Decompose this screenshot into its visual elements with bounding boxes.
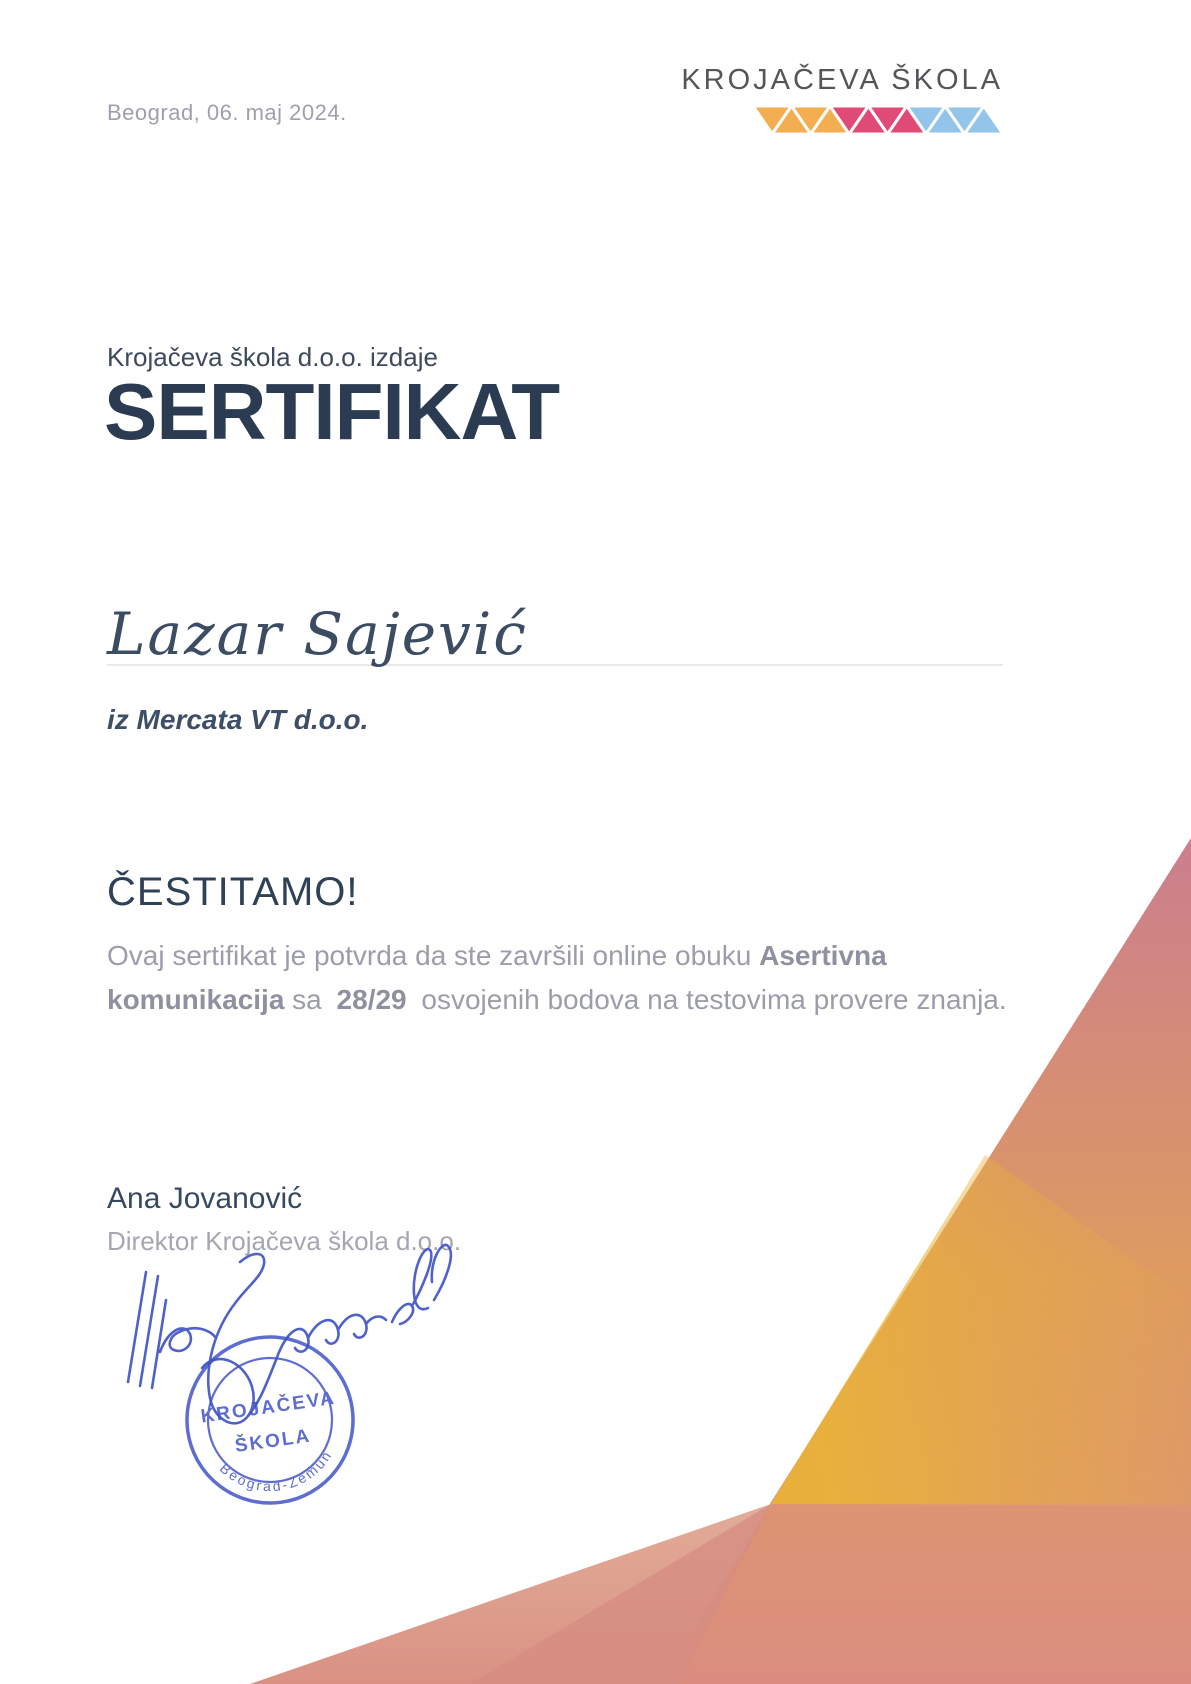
body-part1: Ovaj sertifikat je potvrda da ste završili online obuku xyxy=(107,940,760,971)
body-part3: osvojenih bodova na testovima provere znanja. xyxy=(413,983,1007,1015)
certificate-title: SERTIFIKAT xyxy=(104,367,560,456)
congrats-heading: ČESTITAMO! xyxy=(107,870,359,914)
stamp-arc-text: Beograd-Zemun xyxy=(216,1446,336,1495)
signer-name: Ana Jovanović xyxy=(107,1182,303,1215)
recipient-company: iz Mercata VT d.o.o. xyxy=(107,704,369,735)
body-part2: sa xyxy=(284,983,330,1015)
stamp-text-line2: ŠKOLA xyxy=(233,1425,313,1458)
logo-text: KROJAČEVA ŠKOLA xyxy=(681,64,1003,96)
recipient-name: Lazar Sajević xyxy=(107,600,528,668)
certificate-body xyxy=(107,934,1017,1022)
stamp-text-line1: KROJAČEVA xyxy=(199,1387,338,1428)
course-name: Asertivna komunikacija xyxy=(107,940,887,1015)
school-logo xyxy=(673,64,1003,134)
signer-title: Direktor Krojačeva škola d.o.o. xyxy=(107,1226,462,1256)
score-value: 28/29 xyxy=(336,983,407,1015)
date-text: Beograd, 06. maj 2024. xyxy=(107,100,347,125)
logo-triangle-strip-icon xyxy=(753,106,1003,134)
certificate-pretitle: Krojačeva škola d.o.o. izdaje xyxy=(107,342,438,372)
